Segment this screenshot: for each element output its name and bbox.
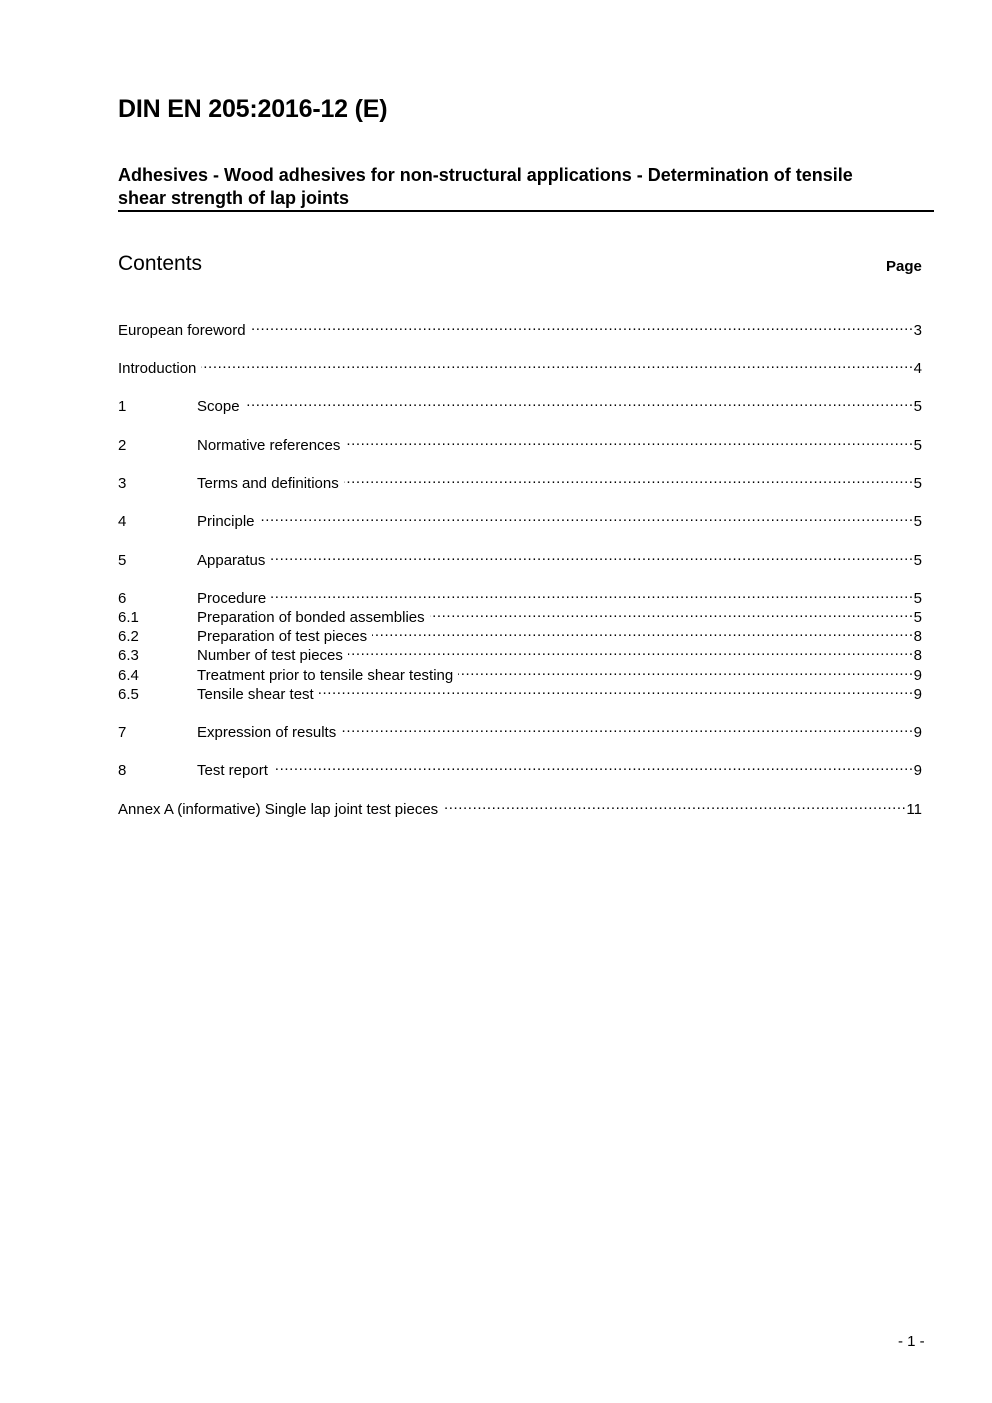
toc-entry-title: Tensile shear test [197,686,314,703]
toc-dot-leader [458,661,913,680]
toc-entry-number: 8 [118,762,127,779]
toc-dot-leader [271,584,913,603]
toc-dot-leader [430,603,914,622]
toc-entry-title: Terms and definitions [197,475,339,492]
toc-dot-leader [201,354,913,373]
toc-entry-introduction[interactable] [118,354,922,377]
contents-heading: Contents [118,252,203,275]
toc-entry-number: 3 [118,475,127,492]
toc-dot-leader [345,431,913,450]
toc-entry-number: 6.1 [118,609,139,626]
toc-entry-page: 5 [913,513,922,530]
toc-entry-page: 9 [913,762,922,779]
toc-entry-title: European foreword [118,322,246,339]
toc-entry-page: 5 [913,552,922,569]
toc-entry-page: 5 [913,590,922,607]
toc-entry-page: 9 [913,724,922,741]
toc-dot-leader [319,680,914,699]
toc-entry-page: 8 [913,628,922,645]
toc-entry-page: 8 [913,647,922,664]
toc-entry-number-of-test-pieces[interactable] [118,641,922,664]
toc-entry-title: Expression of results [197,724,337,741]
toc-entry-page: 9 [913,667,922,684]
toc-entry-number: 6 [118,590,127,607]
toc-dot-leader [372,622,914,641]
toc-entry-title: Principle [197,513,255,530]
toc-entry-page: 4 [913,360,922,377]
toc-entry-preparation-of-bonded-assemblies[interactable] [118,603,922,626]
toc-entry-title: Procedure [197,590,267,607]
toc-entry-number: 5 [118,552,127,569]
toc-entry-number: 6.5 [118,686,139,703]
toc-dot-leader [245,392,914,411]
toc-entry-terms-and-definitions[interactable] [118,469,922,492]
document-identifier: DIN EN 205:2016-12 (E) [118,95,388,123]
toc-entry-apparatus[interactable] [118,546,922,569]
toc-entry-title: Test report [197,762,268,779]
toc-entry-number: 6.4 [118,667,139,684]
toc-entry-european-foreword[interactable] [118,316,922,339]
toc-dot-leader [348,641,914,660]
toc-entry-page: 11 [906,801,922,818]
toc-entry-principle[interactable] [118,507,922,530]
toc-dot-leader [251,316,914,335]
toc-entry-page: 5 [913,609,922,626]
toc-entry-number: 6.3 [118,647,139,664]
toc-entry-page: 5 [913,475,922,492]
toc-entry-title: Normative references [197,437,341,454]
toc-dot-leader [443,795,906,814]
toc-entry-test-report[interactable] [118,756,922,779]
toc-entry-title: Scope [197,398,240,415]
toc-entry-page: 5 [913,437,922,454]
toc-entry-title: Treatment prior to tensile shear testing [197,667,454,684]
page-column-heading: Page [886,258,922,275]
toc-entry-title: Preparation of bonded assemblies [197,609,425,626]
toc-dot-leader [260,507,914,526]
toc-entry-normative-references[interactable] [118,431,922,454]
toc-entry-title: Introduction [118,360,197,377]
toc-entry-number: 7 [118,724,127,741]
toc-dot-leader [344,469,914,488]
toc-entry-page: 9 [913,686,922,703]
toc-entry-page: 5 [913,398,922,415]
toc-entry-number: 1 [118,398,127,415]
toc-dot-leader [341,718,913,737]
document-title: Adhesives - Wood adhesives for non-structural applications - Determination of tensile shear strength of lap joints [118,165,853,208]
toc-dot-leader [270,546,913,565]
footer-page-number: - 1 - [898,1333,925,1350]
toc-entry-title: Apparatus [197,552,266,569]
toc-entry-page: 3 [913,322,922,339]
toc-entry-title: Preparation of test pieces [197,628,368,645]
toc-entry-number: 2 [118,437,127,454]
toc-entry-scope[interactable] [118,392,922,415]
toc-entry-title: Number of test pieces [197,647,343,664]
toc-entry-tensile-shear-test[interactable] [118,680,922,703]
toc-entry-preparation-of-test-pieces[interactable] [118,622,922,645]
toc-entry-number: 4 [118,513,127,530]
toc-entry-number: 6.2 [118,628,139,645]
toc-dot-leader [273,756,914,775]
toc-entry-annex-a[interactable] [118,795,922,818]
toc-entry-expression-of-results[interactable] [118,718,922,741]
toc-entry-treatment-prior-to-testing[interactable] [118,661,922,684]
toc-entry-procedure[interactable] [118,584,922,607]
toc-entry-title: Annex A (informative) Single lap joint test pieces [118,801,439,818]
title-divider [118,210,934,212]
